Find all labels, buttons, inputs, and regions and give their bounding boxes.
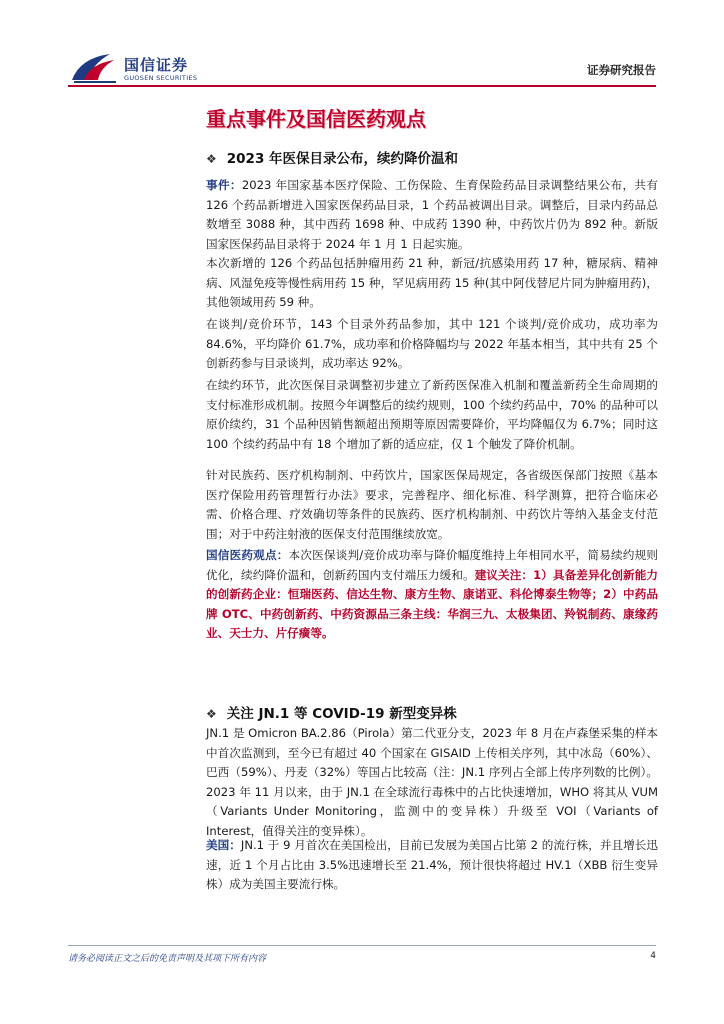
section-title: 重点事件及国信医药观点 (206, 107, 426, 131)
guosen-logo-icon (70, 50, 118, 84)
paragraph-lead-label: 美国： (206, 838, 241, 852)
paragraph-text: 2023 年国家基本医疗保险、工伤保险、生育保险药品目录调整结果公布，共有 126 个药品新增进入国家医保药品目录，1 个药品被调出目录。调整后，目录内药品总数增至 3088 种，其中西药 1698 种、中成药 1390 种，中药饮片仍为 892 种。新版国家医保药品目录将于 2024 年 1 月 1 日起实施。 (206, 178, 658, 251)
guosen-logo (70, 50, 210, 86)
paragraph-lead-label: 国信医药观点： (206, 548, 289, 562)
page-number: 4 (650, 951, 656, 961)
paragraph-new-drugs: 本次新增的 126 个药品包括肿瘤用药 21 种，新冠/抗感染用药 17 种，糖尿病、精神病、风湿免疫等慢性病用药 15 种，罕见病用药 15 种(其中阿伐替尼片同为肿瘤用药)，其他领域用药 59 种。 (206, 256, 658, 309)
diamond-bullet-icon: ❖ (206, 152, 217, 166)
footer-disclaimer: 请务必阅读正文之后的免责声明及其项下所有内容 (68, 954, 267, 964)
paragraph-event (206, 176, 658, 254)
subsection-heading-text: 2023 年医保目录公布，续约降价温和 (226, 151, 459, 167)
header-divider (68, 85, 656, 87)
subsection-heading-covid-variant (206, 702, 457, 722)
paragraph-text: 本次医保谈判/竞价成功率与降价幅度维持上年相同水平，简易续约规则优化，续约降价温和，创新药国内支付端压力缓和。 (206, 548, 658, 582)
paragraph-jn1-overview: JN.1 是 Omicron BA.2.86（Pirola）第二代亚分支，2023 年 8 月在卢森堡采集的样本中首次监测到，至今已有超过 40 个国家在 GISAID 上传相关序列，其中冰岛（60%）、巴西（59%）、丹麦（32%）等国占比较高（注：JN.1 序列占全部上传序列数的比例）。2023 年 11 月以来，由于 JN.1 在全球流行毒株中的占比快速增加，WHO 将其从 VUM（Variants Under Monitoring，监测中的变异株）升级至 VOI（Variants of Interest，值得关注的变异株）。 (206, 726, 658, 838)
paragraph-ethnic-medicine: 针对民族药、医疗机构制剂、中药饮片，国家医保局规定，各省级医保部门按照《基本医疗保险用药管理暂行办法》要求，完善程序、细化标准、科学测算，把符合临床必需、价格合理、疗效确切等条件的民族药、医疗机构制剂、中药饮片等纳入基金支付范围；对于中药注射液的医保支付范围继续放宽。 (206, 468, 658, 541)
report-type-label: 证券研究报告 (587, 63, 656, 77)
paragraph-renewal: 在续约环节，此次医保目录调整初步建立了新药医保准入机制和覆盖新药全生命周期的支付标准形成机制。按照今年调整后的续约规则，100 个续约药品中，70% 的品种可以原价续约，31 个品种因销售额超出预期等原因需要降价，平均降幅仅为 6.7%；同时这 100 个续约药品中有 18 个增加了新的适应症，仅 1 个触发了降价机制。 (206, 378, 658, 451)
recommendation-text: 建议关注：1）具备差异化创新能力的创新药企业：恒瑞医药、信达生物、康方生物、康诺亚、科伦博泰生物等；2）中药品牌 OTC、中药创新药、中药资源品三条主线：华润三九、太极集团、羚锐制药、康缘药业、天士力、片仔癀等。 (206, 567, 658, 640)
paragraph-lead-label: 事件： (206, 178, 242, 192)
logo-chinese-name: 国信证券 (124, 56, 189, 74)
logo-english-name: GUOSEN SECURITIES (124, 74, 198, 82)
paragraph-guosen-view (206, 546, 658, 644)
paragraph-negotiation: 在谈判/竞价环节，143 个目录外药品参加，其中 121 个谈判/竞价成功，成功率为 84.6%，平均降价 61.7%，成功率和价格降幅均与 2022 年基本相当，其中共有 25 个创新药参与目录谈判，成功率达 92%。 (206, 317, 658, 370)
subsection-heading-medical-insurance (206, 147, 458, 167)
footer-divider (68, 945, 656, 946)
diamond-bullet-icon: ❖ (206, 707, 217, 721)
paragraph-usa (206, 836, 658, 895)
paragraph-text: JN.1 于 9 月首次在美国检出，目前已发展为美国占比第 2 的流行株，并且增长迅速，近 1 个月占比由 3.5%迅速增长至 21.4%，预计很快将超过 HV.1（XBB 衍生变异株）成为美国主要流行株。 (206, 838, 658, 891)
subsection-heading-text: 关注 JN.1 等 COVID-19 新型变异株 (226, 706, 457, 722)
